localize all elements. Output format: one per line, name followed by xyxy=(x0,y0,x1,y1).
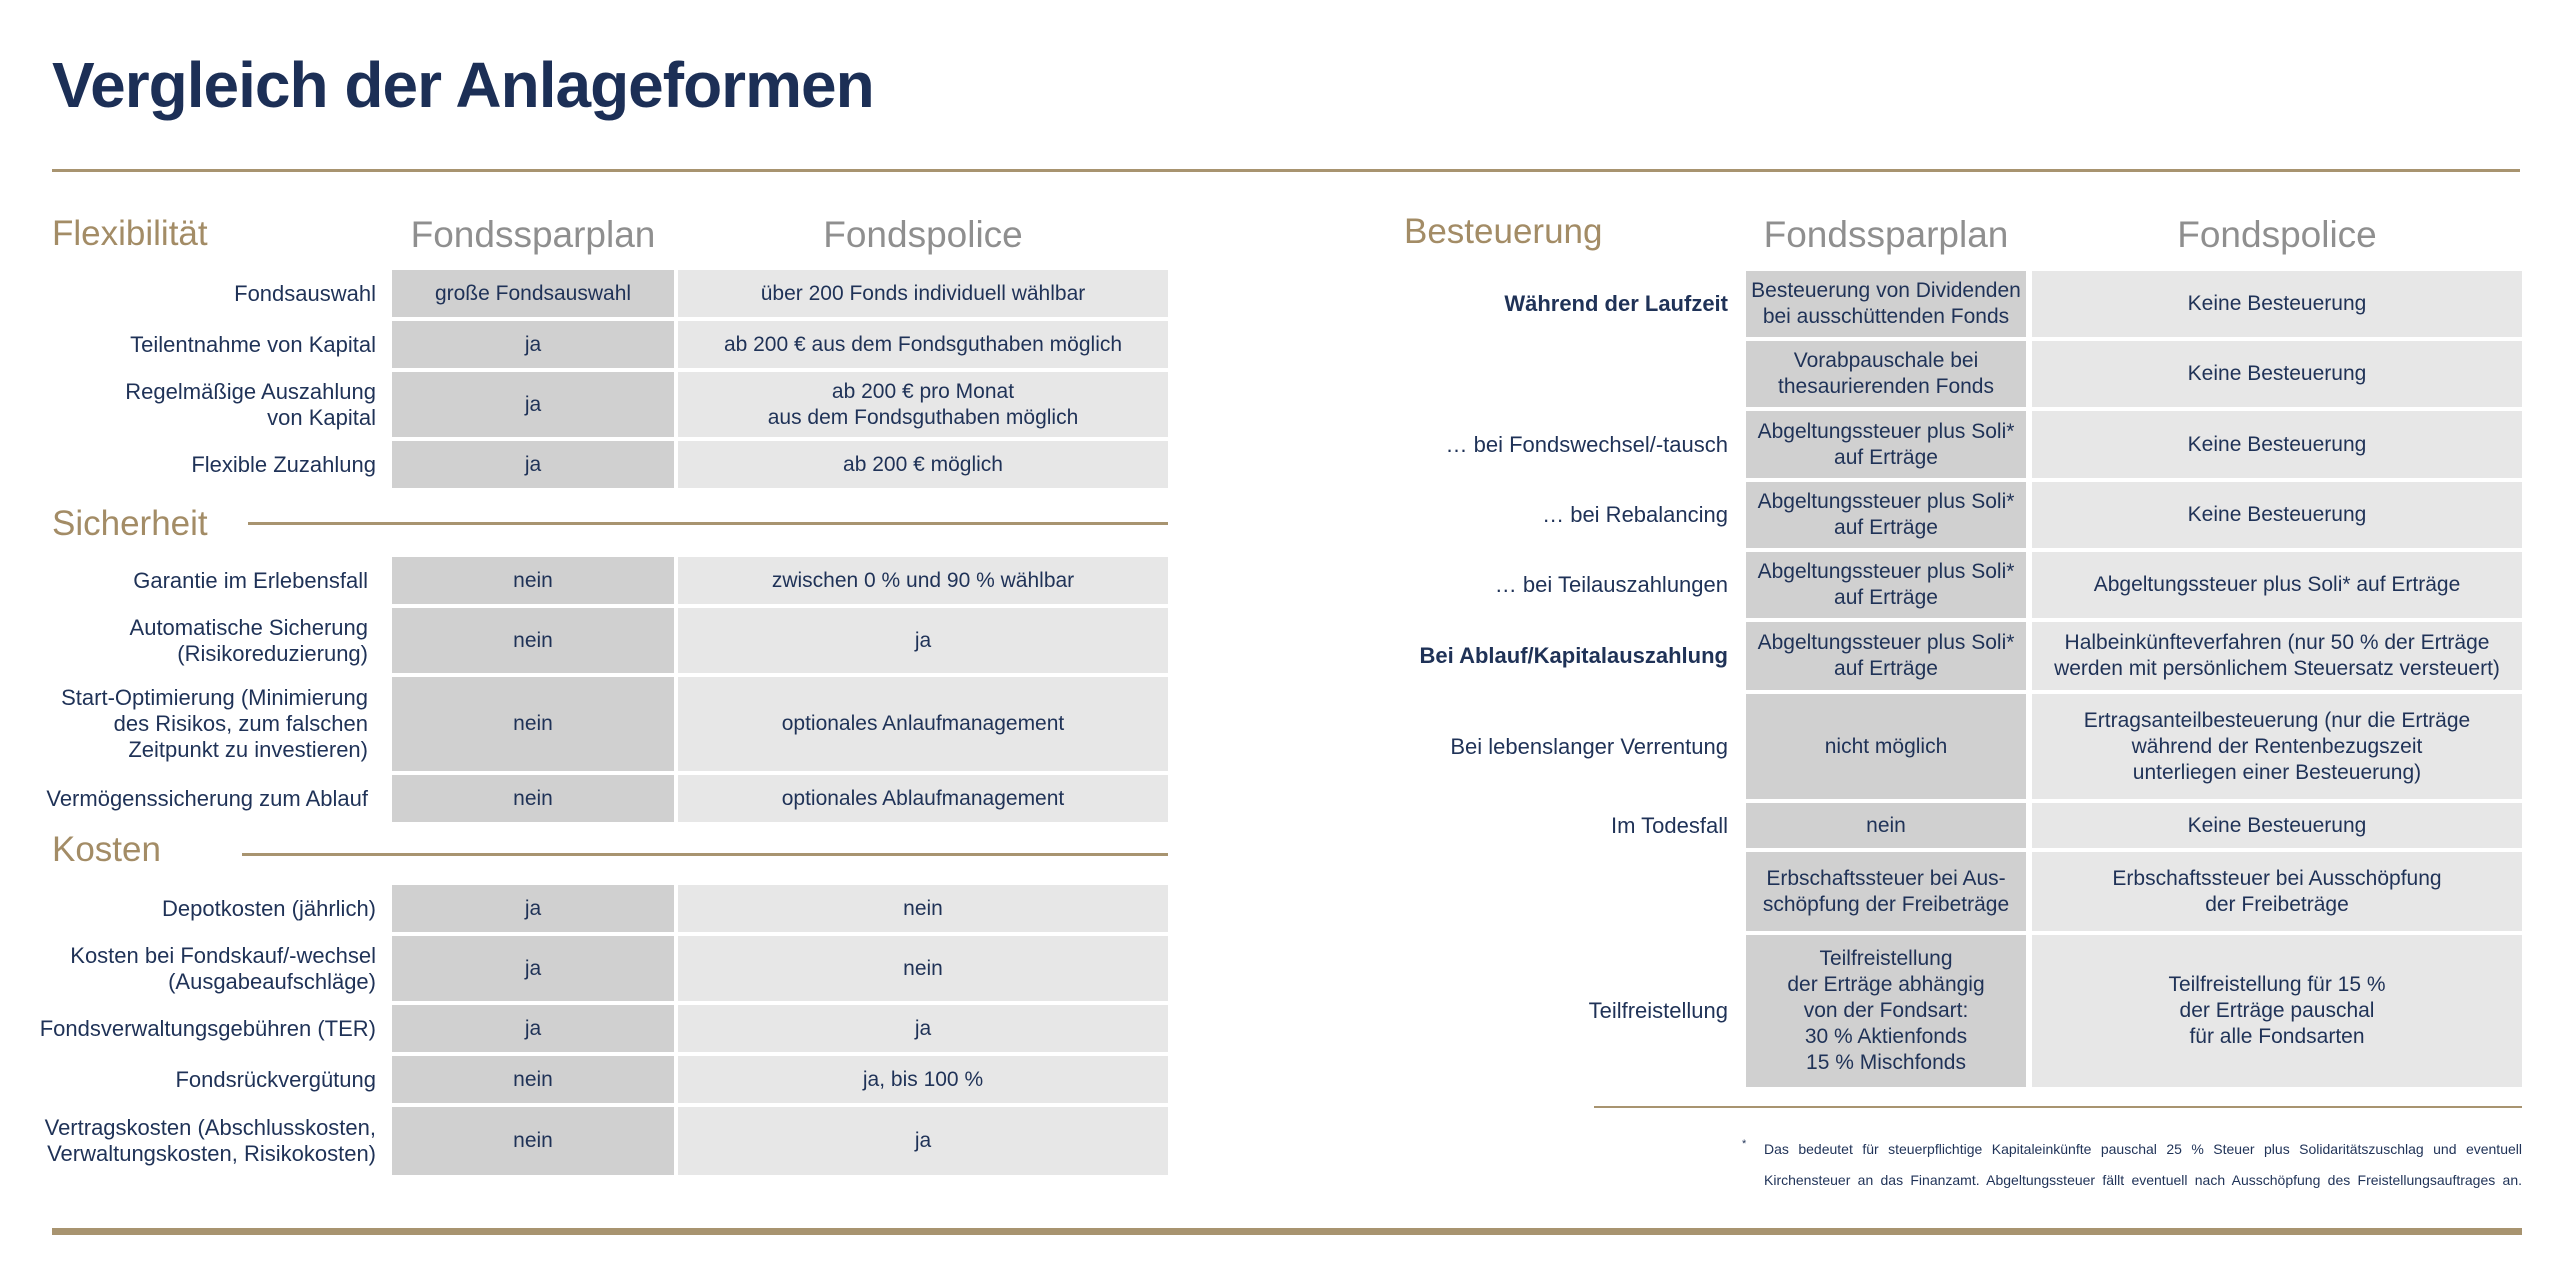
row-label: Flexible Zuzahlung xyxy=(191,451,376,477)
cell-fondspolice: ja, bis 100 % xyxy=(678,1056,1168,1103)
column-header-fondssparplan: Fondssparplan xyxy=(1763,214,2009,255)
cell-fondssparplan: ja xyxy=(392,885,674,932)
cell-fondssparplan: Besteuerung von Dividenden bei ausschüttenden Fonds xyxy=(1746,271,2026,337)
cell-fondspolice: ja xyxy=(678,1005,1168,1052)
cell-fondssparplan: nein xyxy=(392,1056,674,1103)
cell-fondspolice: Teilfreistellung für 15 % der Erträge pauschal für alle Fondsarten xyxy=(2032,935,2522,1087)
table-row xyxy=(0,803,2560,848)
section-title-flexibility: Flexibilität xyxy=(52,214,208,253)
row-label: Teilfreistellung xyxy=(1588,998,1728,1023)
bottom-divider xyxy=(52,1228,2522,1235)
cell-fondspolice: Abgeltungssteuer plus Soli* auf Erträge xyxy=(2032,552,2522,618)
cell-fondssparplan: Abgeltungssteuer plus Soli* auf Erträge xyxy=(1746,552,2026,618)
section-title-taxation: Besteuerung xyxy=(1404,212,1603,251)
cell-fondssparplan: Erbschaftssteuer bei Aus- schöpfung der Freibeträge xyxy=(1746,852,2026,931)
cell-fondspolice: Ertragsanteilbesteuerung (nur die Erträge während der Rentenbezugszeit unterliegen einer Besteuerung) xyxy=(2032,694,2522,799)
row-label: Vertragskosten (Abschlusskosten, Verwaltungskosten, Risikokosten) xyxy=(44,1115,376,1166)
row-label: Bei lebenslanger Verrentung xyxy=(1450,733,1728,759)
cell-fondspolice: optionales Ablaufmanagement xyxy=(678,775,1168,822)
cell-fondssparplan: Abgeltungssteuer plus Soli* auf Erträge xyxy=(1746,411,2026,478)
cell-fondssparplan: nein xyxy=(392,677,674,771)
row-label xyxy=(20,852,1728,931)
cell-fondssparplan: ja xyxy=(392,936,674,1001)
table-row xyxy=(0,341,2560,407)
cell-fondspolice: über 200 Fonds individuell wählbar xyxy=(678,270,1168,317)
cell-fondssparplan: Vorabpauschale bei thesaurierenden Fonds xyxy=(1746,341,2026,407)
row-label: Vermögenssicherung zum Ablauf xyxy=(46,785,368,811)
cell-fondssparplan: große Fondsauswahl xyxy=(392,270,674,317)
table-row xyxy=(0,552,2560,618)
section-title-security: Sicherheit xyxy=(52,504,208,543)
row-label: Regelmäßige Auszahlung von Kapital xyxy=(125,378,376,430)
cell-fondspolice: Keine Besteuerung xyxy=(2032,341,2522,407)
row-label: … bei Teilauszahlungen xyxy=(1494,572,1728,597)
cell-fondspolice: Keine Besteuerung xyxy=(2032,482,2522,548)
cell-fondssparplan: Abgeltungssteuer plus Soli* auf Erträge xyxy=(1746,622,2026,690)
cell-fondssparplan: nein xyxy=(392,775,674,822)
table-row xyxy=(0,694,2560,799)
footnote-marker: * xyxy=(1742,1138,1747,1150)
cell-fondspolice: Halbeinkünfteverfahren (nur 50 % der Erträge werden mit persönlichem Steuersatz versteuert) xyxy=(2032,622,2522,690)
cell-fondspolice: nein xyxy=(678,936,1168,1001)
table-row xyxy=(0,482,2560,548)
column-header-fondspolice: Fondspolice xyxy=(823,214,1023,255)
section-title-costs: Kosten xyxy=(52,830,161,869)
table-row xyxy=(0,622,2560,690)
cell-fondssparplan: nicht möglich xyxy=(1746,694,2026,799)
cell-fondssparplan: nein xyxy=(392,608,674,673)
table-row xyxy=(0,852,2560,931)
cell-fondssparplan: ja xyxy=(392,441,674,488)
cell-fondspolice: ja xyxy=(678,1107,1168,1175)
cell-fondssparplan: ja xyxy=(392,321,674,368)
row-label: Teilentnahme von Kapital xyxy=(130,331,376,357)
cell-fondspolice: ab 200 € möglich xyxy=(678,441,1168,488)
cell-fondspolice: ab 200 € pro Monat aus dem Fondsguthaben möglich xyxy=(678,372,1168,437)
table-row xyxy=(0,271,2560,337)
row-label: Automatische Sicherung (Risikoreduzierung) xyxy=(129,614,368,666)
footnote-text: Das bedeutet für steuerpflichtige Kapitaleinkünfte pauschal 25 % Steuer plus Solidaritätszuschlag und eventuell Kirchensteuer an das Finanzamt. Abgeltungssteuer fällt eventuell nach Ausschöpfung des Freistellungsauftrages an. xyxy=(1764,1141,2522,1188)
row-label: Fondsverwaltungsgebühren (TER) xyxy=(39,1015,376,1041)
row-label: Im Todesfall xyxy=(1611,812,1728,838)
cell-fondssparplan: nein xyxy=(1746,803,2026,848)
table-row xyxy=(0,411,2560,478)
row-label xyxy=(20,341,1728,407)
cell-fondssparplan: nein xyxy=(392,557,674,604)
row-label: Fondsrückvergütung xyxy=(175,1066,376,1092)
cell-fondspolice: zwischen 0 % und 90 % wählbar xyxy=(678,557,1168,604)
row-label: Garantie im Erlebensfall xyxy=(133,567,368,593)
footnote-divider xyxy=(1594,1106,2522,1108)
cell-fondspolice: Keine Besteuerung xyxy=(2032,411,2522,478)
row-label: Fondsauswahl xyxy=(234,280,376,306)
cell-fondssparplan: Abgeltungssteuer plus Soli* auf Erträge xyxy=(1746,482,2026,548)
row-label: … bei Rebalancing xyxy=(1542,502,1728,527)
row-label: Kosten bei Fondskauf/-wechsel (Ausgabeaufschläge) xyxy=(70,942,376,994)
row-label: … bei Fondswechsel/-tausch xyxy=(1445,431,1728,457)
row-label: Bei Ablauf/Kapitalauszahlung xyxy=(1419,643,1728,668)
cell-fondspolice: nein xyxy=(678,885,1168,932)
cell-fondssparplan: nein xyxy=(392,1107,674,1175)
row-label: Start-Optimierung (Minimierung des Risikos, zum falschen Zeitpunkt zu investieren) xyxy=(61,685,368,762)
cell-fondspolice: Erbschaftssteuer bei Ausschöpfung der Freibeträge xyxy=(2032,852,2522,931)
page-title: Vergleich der Anlageformen xyxy=(52,49,874,121)
cell-fondspolice: ab 200 € aus dem Fondsguthaben möglich xyxy=(678,321,1168,368)
row-label: Depotkosten (jährlich) xyxy=(162,895,376,921)
title-divider xyxy=(52,169,2520,172)
row-label: Während der Laufzeit xyxy=(1504,291,1728,316)
cell-fondspolice: Keine Besteuerung xyxy=(2032,803,2522,848)
column-header-fondspolice: Fondspolice xyxy=(2177,214,2377,255)
table-row xyxy=(0,935,2560,1087)
cell-fondspolice: ja xyxy=(678,608,1168,673)
cell-fondssparplan: Teilfreistellung der Erträge abhängig von der Fondsart: 30 % Aktienfonds 15 % Mischfonds xyxy=(1746,935,2026,1087)
cell-fondspolice: Keine Besteuerung xyxy=(2032,271,2522,337)
cell-fondssparplan: ja xyxy=(392,372,674,437)
cell-fondspolice: optionales Anlaufmanagement xyxy=(678,677,1168,771)
cell-fondssparplan: ja xyxy=(392,1005,674,1052)
column-header-fondssparplan: Fondssparplan xyxy=(410,214,656,255)
